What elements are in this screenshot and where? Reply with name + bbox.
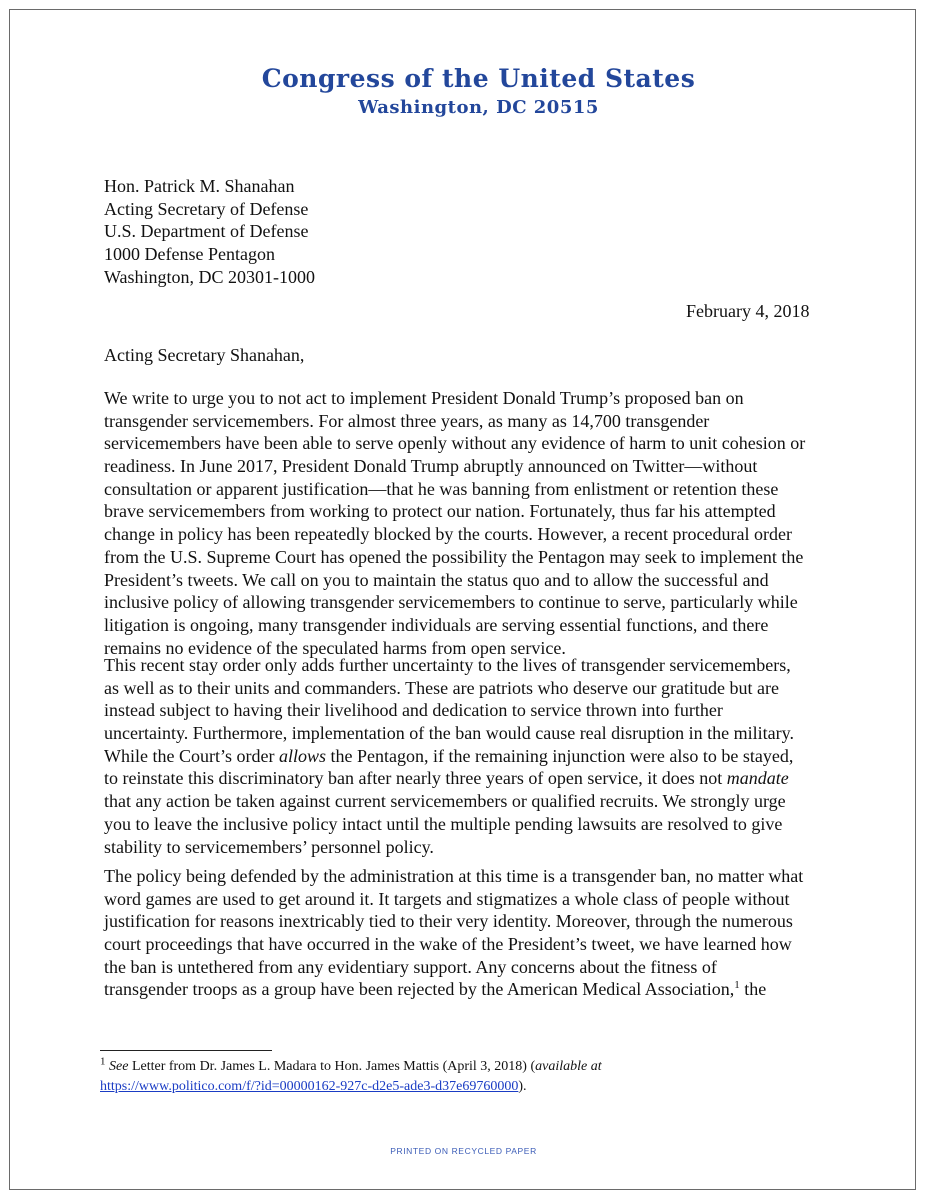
recycled-paper-note: PRINTED ON RECYCLED PAPER xyxy=(390,1146,537,1156)
salutation: Acting Secretary Shanahan, xyxy=(104,345,305,365)
paragraph-line: inclusive policy of allowing transgender servicemembers to continue to serve, particularly while xyxy=(104,592,798,613)
recipient-line: 1000 Defense Pentagon xyxy=(104,244,275,265)
paragraph-1 xyxy=(104,387,824,659)
footnote-divider xyxy=(100,1050,272,1051)
paragraph-2 xyxy=(104,654,824,858)
footnote-end: ). xyxy=(518,1079,527,1094)
paragraph-line: President’s tweets. We call on you to maintain the status quo and to allow the successful and xyxy=(104,569,769,590)
paragraph-line: from the U.S. Supreme Court has opened the possibility the Pentagon may seek to implement the xyxy=(104,546,804,567)
paragraph-line: as well as to their units and commanders. These are patriots who deserve our gratitude but are xyxy=(104,677,779,698)
paragraph-line: stability to servicemembers’ personnel policy. xyxy=(104,836,434,857)
paragraph-line: servicemembers have been able to serve openly without any evidence of harm to unit cohesion or xyxy=(104,433,806,454)
footnote-line xyxy=(100,1057,602,1077)
paragraph-line xyxy=(104,745,824,768)
paragraph-line xyxy=(104,767,824,790)
paragraph-line: change in policy has been repeatedly blocked by the courts. However, a recent procedural order xyxy=(104,524,792,545)
paragraph-line: you to leave the inclusive policy intact until the multiple pending lawsuits are resolved to give xyxy=(104,813,783,834)
paragraph-line: that any action be taken against current servicemembers or qualified recruits. We strongly urge xyxy=(104,791,786,812)
recipient-line: Hon. Patrick M. Shanahan xyxy=(104,176,295,196)
paragraph-line: We write to urge you to not act to implement President Donald Trump’s proposed ban on xyxy=(104,388,744,408)
paragraph-line: court proceedings that have occurred in the wake of the President’s tweet, we have learned how xyxy=(104,934,792,955)
paragraph-line: uncertainty. Furthermore, implementation of the ban would cause real disruption in the military. xyxy=(104,723,794,744)
paragraph-line: litigation is ongoing, many transgender individuals are serving essential functions, and there xyxy=(104,614,769,635)
letterhead-address: Washington, DC 20515 xyxy=(358,97,599,118)
footnote-text: Letter from Dr. James L. Madara to Hon. James Mattis (April 3, 2018) ( xyxy=(128,1059,536,1074)
paragraph-3 xyxy=(104,865,824,1001)
line-text: the xyxy=(739,979,767,1000)
recipient-line: U.S. Department of Defense xyxy=(104,221,309,242)
line-text: transgender troops as a group have been rejected by the American Medical Association, xyxy=(104,979,735,1000)
footnote xyxy=(100,1057,602,1097)
paragraph-line: instead subject to having their livelihood and dedication to service thrown into further xyxy=(104,700,723,721)
line-text: to reinstate this discriminatory ban after nearly three years of open service, it does not xyxy=(104,768,727,789)
paragraph-line: This recent stay order only adds further uncertainty to the lives of transgender servicemembers, xyxy=(104,655,791,675)
paragraph-line: brave servicemembers from working to protect our nation. Fortunately, thus far his attempted xyxy=(104,501,776,522)
recipient-line: Acting Secretary of Defense xyxy=(104,198,309,219)
footnote-see: See xyxy=(109,1059,129,1074)
emphasis-allows: allows xyxy=(278,745,326,766)
recipient-address xyxy=(104,175,315,288)
letterhead xyxy=(0,62,927,120)
recipient-line: Washington, DC 20301-1000 xyxy=(104,266,316,287)
paragraph-line: transgender servicemembers. For almost three years, as many as 14,700 transgender xyxy=(104,410,710,431)
footnote-marker[interactable]: 1 xyxy=(734,979,740,992)
paragraph-line: consultation or apparent justification—that he was banning from enlistment or retention these xyxy=(104,478,779,499)
paragraph-line: the ban is untethered from any evidentiary support. Any concerns about the fitness of xyxy=(104,956,717,977)
paragraph-line: remains no evidence of the speculated harms from open service. xyxy=(104,637,566,658)
paragraph-line: word games are used to get around it. It targets and stigmatizes a whole class of people without xyxy=(104,888,790,909)
letterhead-title: Congress of the United States xyxy=(261,64,696,93)
paragraph-line: The policy being defended by the administration at this time is a transgender ban, no matter what xyxy=(104,866,804,886)
line-text: While the Court’s order xyxy=(104,745,279,766)
letter-date: February 4, 2018 xyxy=(686,301,810,321)
paragraph-line xyxy=(104,978,824,1001)
footnote-number: 1 xyxy=(100,1055,106,1068)
emphasis-mandate: mandate xyxy=(726,768,789,789)
line-text: the Pentagon, if the remaining injunction were also to be stayed, xyxy=(325,745,794,766)
footnote-line xyxy=(100,1077,602,1097)
paragraph-line: justification for reasons inextricably tied to their very identity. Moreover, through the numerous xyxy=(104,911,793,932)
footnote-link[interactable]: https://www.politico.com/f/?id=00000162-927c-d2e5-ade3-d37e69760000 xyxy=(100,1079,519,1094)
paragraph-line: readiness. In June 2017, President Donald Trump abruptly announced on Twitter—without xyxy=(104,456,758,477)
footnote-available: available at xyxy=(535,1059,602,1074)
